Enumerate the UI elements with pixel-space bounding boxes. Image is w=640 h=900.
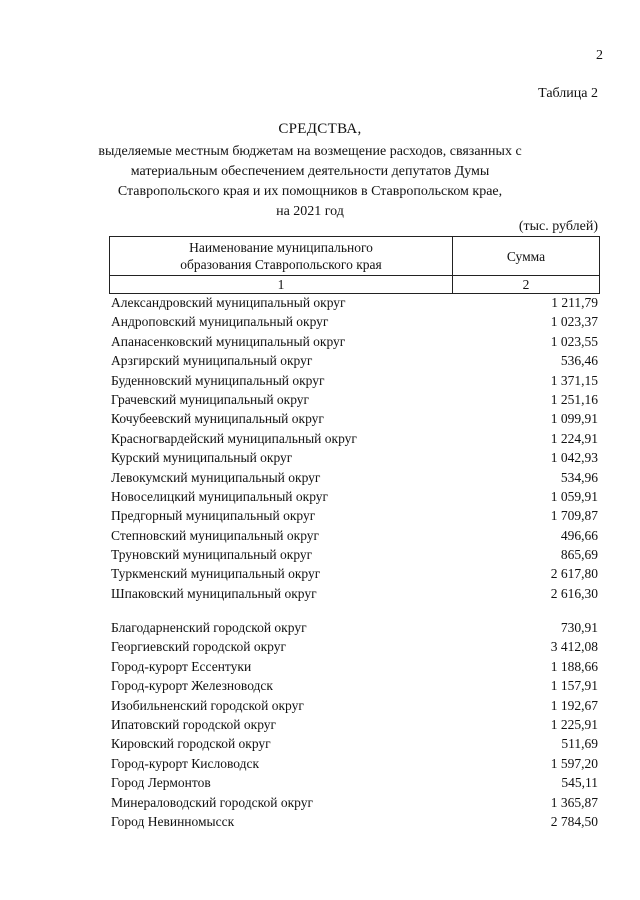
row-value: 1 188,66 <box>550 658 598 674</box>
table-row <box>111 812 598 831</box>
row-name: Город-курорт Железноводск <box>111 678 273 694</box>
table-row <box>111 351 598 370</box>
header-name-line2: образования Ставропольского края <box>180 257 382 272</box>
table-row <box>111 564 598 583</box>
row-name: Левокумский муниципальный округ <box>111 469 321 485</box>
row-value: 3 412,08 <box>550 639 598 655</box>
header-sum-cell: Сумма <box>453 237 600 276</box>
table-row <box>111 637 598 656</box>
row-name: Город Невинномысск <box>111 813 235 829</box>
row-value: 2 617,80 <box>550 566 598 582</box>
row-value: 1 224,91 <box>550 430 598 446</box>
row-name: Степновский муниципальный округ <box>111 527 320 543</box>
table-row <box>111 793 598 812</box>
municipal-okrug-list <box>111 293 598 603</box>
row-value: 1 023,55 <box>550 333 598 349</box>
row-name: Труновский муниципальный округ <box>111 547 313 563</box>
table-row <box>111 773 598 792</box>
document-subtitle <box>90 142 530 222</box>
row-name: Кочубеевский муниципальный округ <box>111 411 324 427</box>
table-row <box>111 584 598 603</box>
table-caption: Таблица 2 <box>538 86 598 101</box>
row-value: 865,69 <box>560 547 598 563</box>
row-name: Предгорный муниципальный округ <box>111 508 316 524</box>
table-row <box>111 676 598 695</box>
row-name: Туркменский муниципальный округ <box>111 566 321 582</box>
table-row <box>111 754 598 773</box>
table-row <box>111 715 598 734</box>
row-value: 536,46 <box>560 353 598 369</box>
row-name: Грачевский муниципальный округ <box>111 391 310 407</box>
subtitle-line: Ставропольского края и их помощников в Ставропольском крае, <box>117 184 503 199</box>
row-value: 534,96 <box>560 469 598 485</box>
row-name: Благодарненский городской округ <box>111 620 307 635</box>
table-row <box>111 332 598 351</box>
row-name: Андроповский муниципальный округ <box>111 314 329 330</box>
row-name: Город-курорт Кисловодск <box>111 755 260 771</box>
row-value: 2 784,50 <box>550 813 598 829</box>
table-row <box>111 390 598 409</box>
row-value: 1 709,87 <box>550 508 598 524</box>
row-name: Новоселицкий муниципальный округ <box>111 488 329 504</box>
row-name: Шпаковский муниципальный округ <box>111 585 317 601</box>
table-header <box>109 236 600 294</box>
row-value: 1 099,91 <box>550 411 598 427</box>
row-name: Красногвардейский муниципальный округ <box>111 430 357 446</box>
row-name: Апанасенковский муниципальный округ <box>111 333 346 349</box>
table-row <box>111 409 598 428</box>
row-value: 1 192,67 <box>550 697 598 713</box>
table-row <box>111 545 598 564</box>
table-row <box>111 312 598 331</box>
page-number: 2 <box>596 48 603 63</box>
row-name: Кировский городской округ <box>111 736 271 752</box>
header-row <box>110 237 600 276</box>
table-row <box>111 506 598 525</box>
row-value: 1 023,37 <box>550 314 598 330</box>
city-okrug-list <box>111 618 598 831</box>
row-name: Город Лермонтов <box>111 775 211 791</box>
table-row <box>111 618 598 637</box>
subtitle-line: выделяемые местным бюджетам на возмещение расходов, связанных с <box>98 144 522 159</box>
table-row <box>111 526 598 545</box>
row-name: Буденновский муниципальный округ <box>111 372 325 388</box>
row-name: Арзгирский муниципальный округ <box>111 353 313 369</box>
row-name: Город-курорт Ессентуки <box>111 658 252 674</box>
row-value: 1 059,91 <box>550 488 598 504</box>
header-name-line1: Наименование муниципального <box>189 240 373 255</box>
row-value: 1 042,93 <box>550 450 598 466</box>
table-row <box>111 429 598 448</box>
table-row <box>111 734 598 753</box>
row-value: 545,11 <box>561 775 598 791</box>
subtitle-line: на 2021 год <box>276 204 344 219</box>
row-value: 1 157,91 <box>550 678 598 694</box>
column-number-1: 1 <box>110 276 453 294</box>
row-value: 511,69 <box>561 736 598 752</box>
table-row <box>111 448 598 467</box>
subtitle-line: материальным обеспечением деятельности депутатов Думы <box>130 164 490 179</box>
table-row <box>111 371 598 390</box>
row-name: Минераловодский городской округ <box>111 794 313 810</box>
row-name: Георгиевский городской округ <box>111 639 287 655</box>
row-name: Изобильненский городской округ <box>111 697 304 713</box>
row-value: 730,91 <box>560 620 598 635</box>
header-name-cell <box>110 237 453 276</box>
row-value: 496,66 <box>560 527 598 543</box>
table-row <box>111 293 598 312</box>
table-row <box>111 696 598 715</box>
row-name: Александровский муниципальный округ <box>111 295 346 310</box>
row-value: 1 371,15 <box>550 372 598 388</box>
row-value: 1 597,20 <box>550 755 598 771</box>
row-value: 1 211,79 <box>551 295 598 310</box>
document-title: СРЕДСТВА, <box>278 121 362 137</box>
row-value: 2 616,30 <box>550 585 598 601</box>
units-label: (тыс. рублей) <box>518 219 598 234</box>
row-value: 1 225,91 <box>550 716 598 732</box>
column-number-row <box>110 276 600 294</box>
table-row <box>111 657 598 676</box>
table-row <box>111 468 598 487</box>
row-name: Ипатовский городской округ <box>111 716 277 732</box>
row-value: 1 365,87 <box>550 794 598 810</box>
table-row <box>111 487 598 506</box>
row-name: Курский муниципальный округ <box>111 450 293 466</box>
column-number-2: 2 <box>453 276 600 294</box>
row-value: 1 251,16 <box>550 391 598 407</box>
